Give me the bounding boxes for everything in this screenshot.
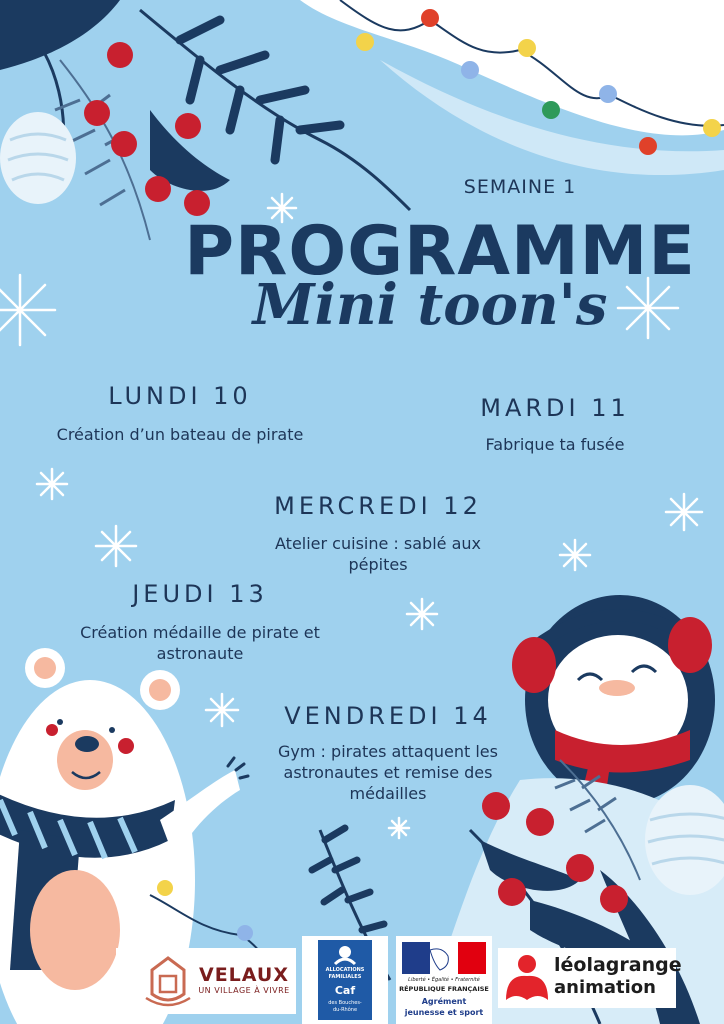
agrement-line2: jeunesse et sport xyxy=(404,1008,484,1017)
leolagrange-emblem-icon xyxy=(502,952,552,1004)
activity-thursday: Création médaille de pirate et astronaute xyxy=(80,623,320,663)
leolagrange-line2: animation xyxy=(554,977,656,998)
day-wednesday: MERCREDI 12 xyxy=(274,492,482,520)
logo-leolagrange xyxy=(498,948,682,1008)
day-thursday: JEUDI 13 xyxy=(132,580,268,608)
page-title: PROGRAMME xyxy=(184,212,696,291)
logo-velaux xyxy=(116,948,296,1014)
agrement-line1: Agrément xyxy=(421,997,467,1006)
activity-monday: Création d’un bateau de pirate xyxy=(56,425,304,444)
leolagrange-line1: léolagrange xyxy=(554,954,682,976)
logo-caf xyxy=(302,936,388,1024)
page-subtitle: Mini toon's xyxy=(252,272,608,338)
flag-red xyxy=(458,942,486,974)
caf-line3: Caf xyxy=(334,984,356,997)
day-monday: LUNDI 10 xyxy=(108,382,252,410)
marianne-icon xyxy=(420,946,460,972)
caf-symbol-icon xyxy=(332,944,358,966)
republique-name: RÉPUBLIQUE FRANÇAISE xyxy=(399,985,489,993)
velaux-name: VELAUX xyxy=(199,964,289,986)
logo-republique xyxy=(396,936,492,1024)
republique-motto: Liberté • Égalité • Fraternité xyxy=(408,977,480,983)
velaux-tagline: UN VILLAGE À VIVRE xyxy=(198,986,290,995)
week-label: SEMAINE 1 xyxy=(463,176,577,198)
velaux-emblem-icon xyxy=(142,954,194,1008)
day-tuesday: MARDI 11 xyxy=(480,394,630,422)
caf-line1: ALLOCATIONS xyxy=(325,967,365,973)
caf-panel xyxy=(318,940,372,1020)
caf-line5: du-Rhône xyxy=(332,1007,358,1013)
day-friday: VENDREDI 14 xyxy=(284,702,492,730)
activity-wednesday: Atelier cuisine : sablé aux pépites xyxy=(275,534,481,574)
activity-tuesday: Fabrique ta fusée xyxy=(485,435,625,454)
caf-line2: FAMILIALES xyxy=(328,974,362,980)
caf-line4: des Bouches- xyxy=(328,1000,362,1006)
activity-friday: Gym : pirates attaquent les astronautes et remise des médailles xyxy=(278,742,498,803)
